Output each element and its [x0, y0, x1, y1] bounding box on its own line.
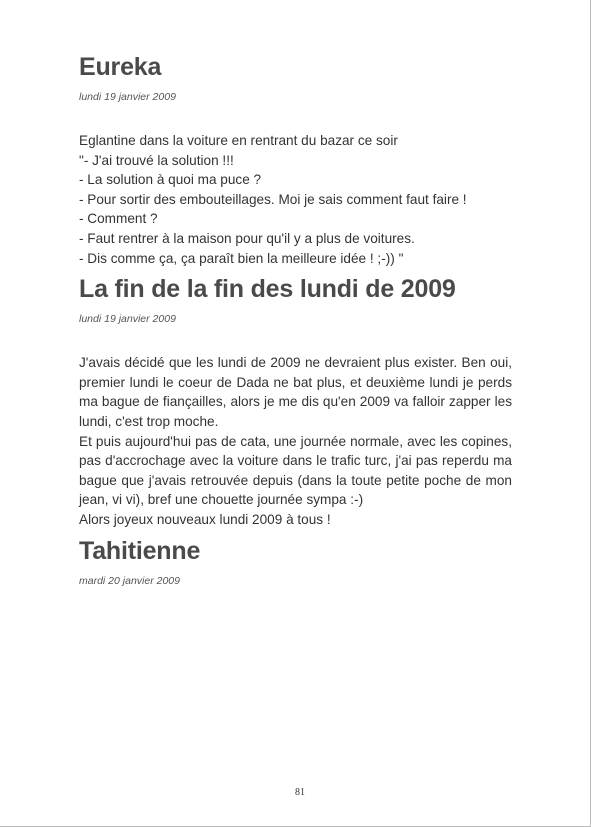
post-title: La fin de la fin des lundi de 2009: [79, 275, 456, 304]
body-line: - Faut rentrer à la maison pour qu'il y a plus de voitures.: [79, 230, 415, 246]
body-line: - Dis comme ça, ça paraît bien la meilleure idée ! ;-)) ": [79, 250, 404, 266]
post-eureka: [79, 52, 512, 268]
body-paragraph: Et puis aujourd'hui pas de cata, une journée normale, avec les copines, pas d'accrochage avec la voiture dans le trafic turc, j'ai pas reperdu ma bague que j'avais retrouvée depuis (dans la toute petite poche de mon jean, vi vi), bref une chouette journée sympa :-): [79, 433, 512, 508]
post-title: Eureka: [79, 53, 162, 81]
post-date: lundi 19 janvier 2009: [79, 313, 176, 326]
post-fin-des-lundi: [79, 274, 512, 529]
body-line: - Pour sortir des embouteillages. Moi je sais comment faut faire !: [79, 191, 467, 207]
body-paragraph: J'avais décidé que les lundi de 2009 ne devraient plus exister. Ben oui, premier lundi le coeur de Dada ne bat plus, et deuxième lundi je perds ma bague de fiançailles, alors je me dis qu'en 2009 va falloir zapper les lundi, c'est trop moche.: [79, 355, 512, 429]
post-date: mardi 20 janvier 2009: [79, 574, 180, 587]
body-line: "- J'ai trouvé la solution !!!: [79, 152, 234, 168]
body-paragraph: Alors joyeux nouveaux lundi 2009 à tous !: [79, 511, 331, 527]
post-body: [79, 353, 512, 529]
page-number: 81: [295, 787, 305, 798]
body-line: Eglantine dans la voiture en rentrant du bazar ce soir: [79, 133, 398, 148]
post-date: lundi 19 janvier 2009: [79, 91, 176, 103]
post-title: Tahitienne: [79, 536, 201, 565]
post-tahitienne: [79, 536, 512, 588]
body-line: - Comment ?: [79, 211, 158, 227]
post-body: [79, 131, 512, 268]
page-content: [79, 52, 512, 588]
body-line: - La solution à quoi ma puce ?: [79, 172, 262, 188]
